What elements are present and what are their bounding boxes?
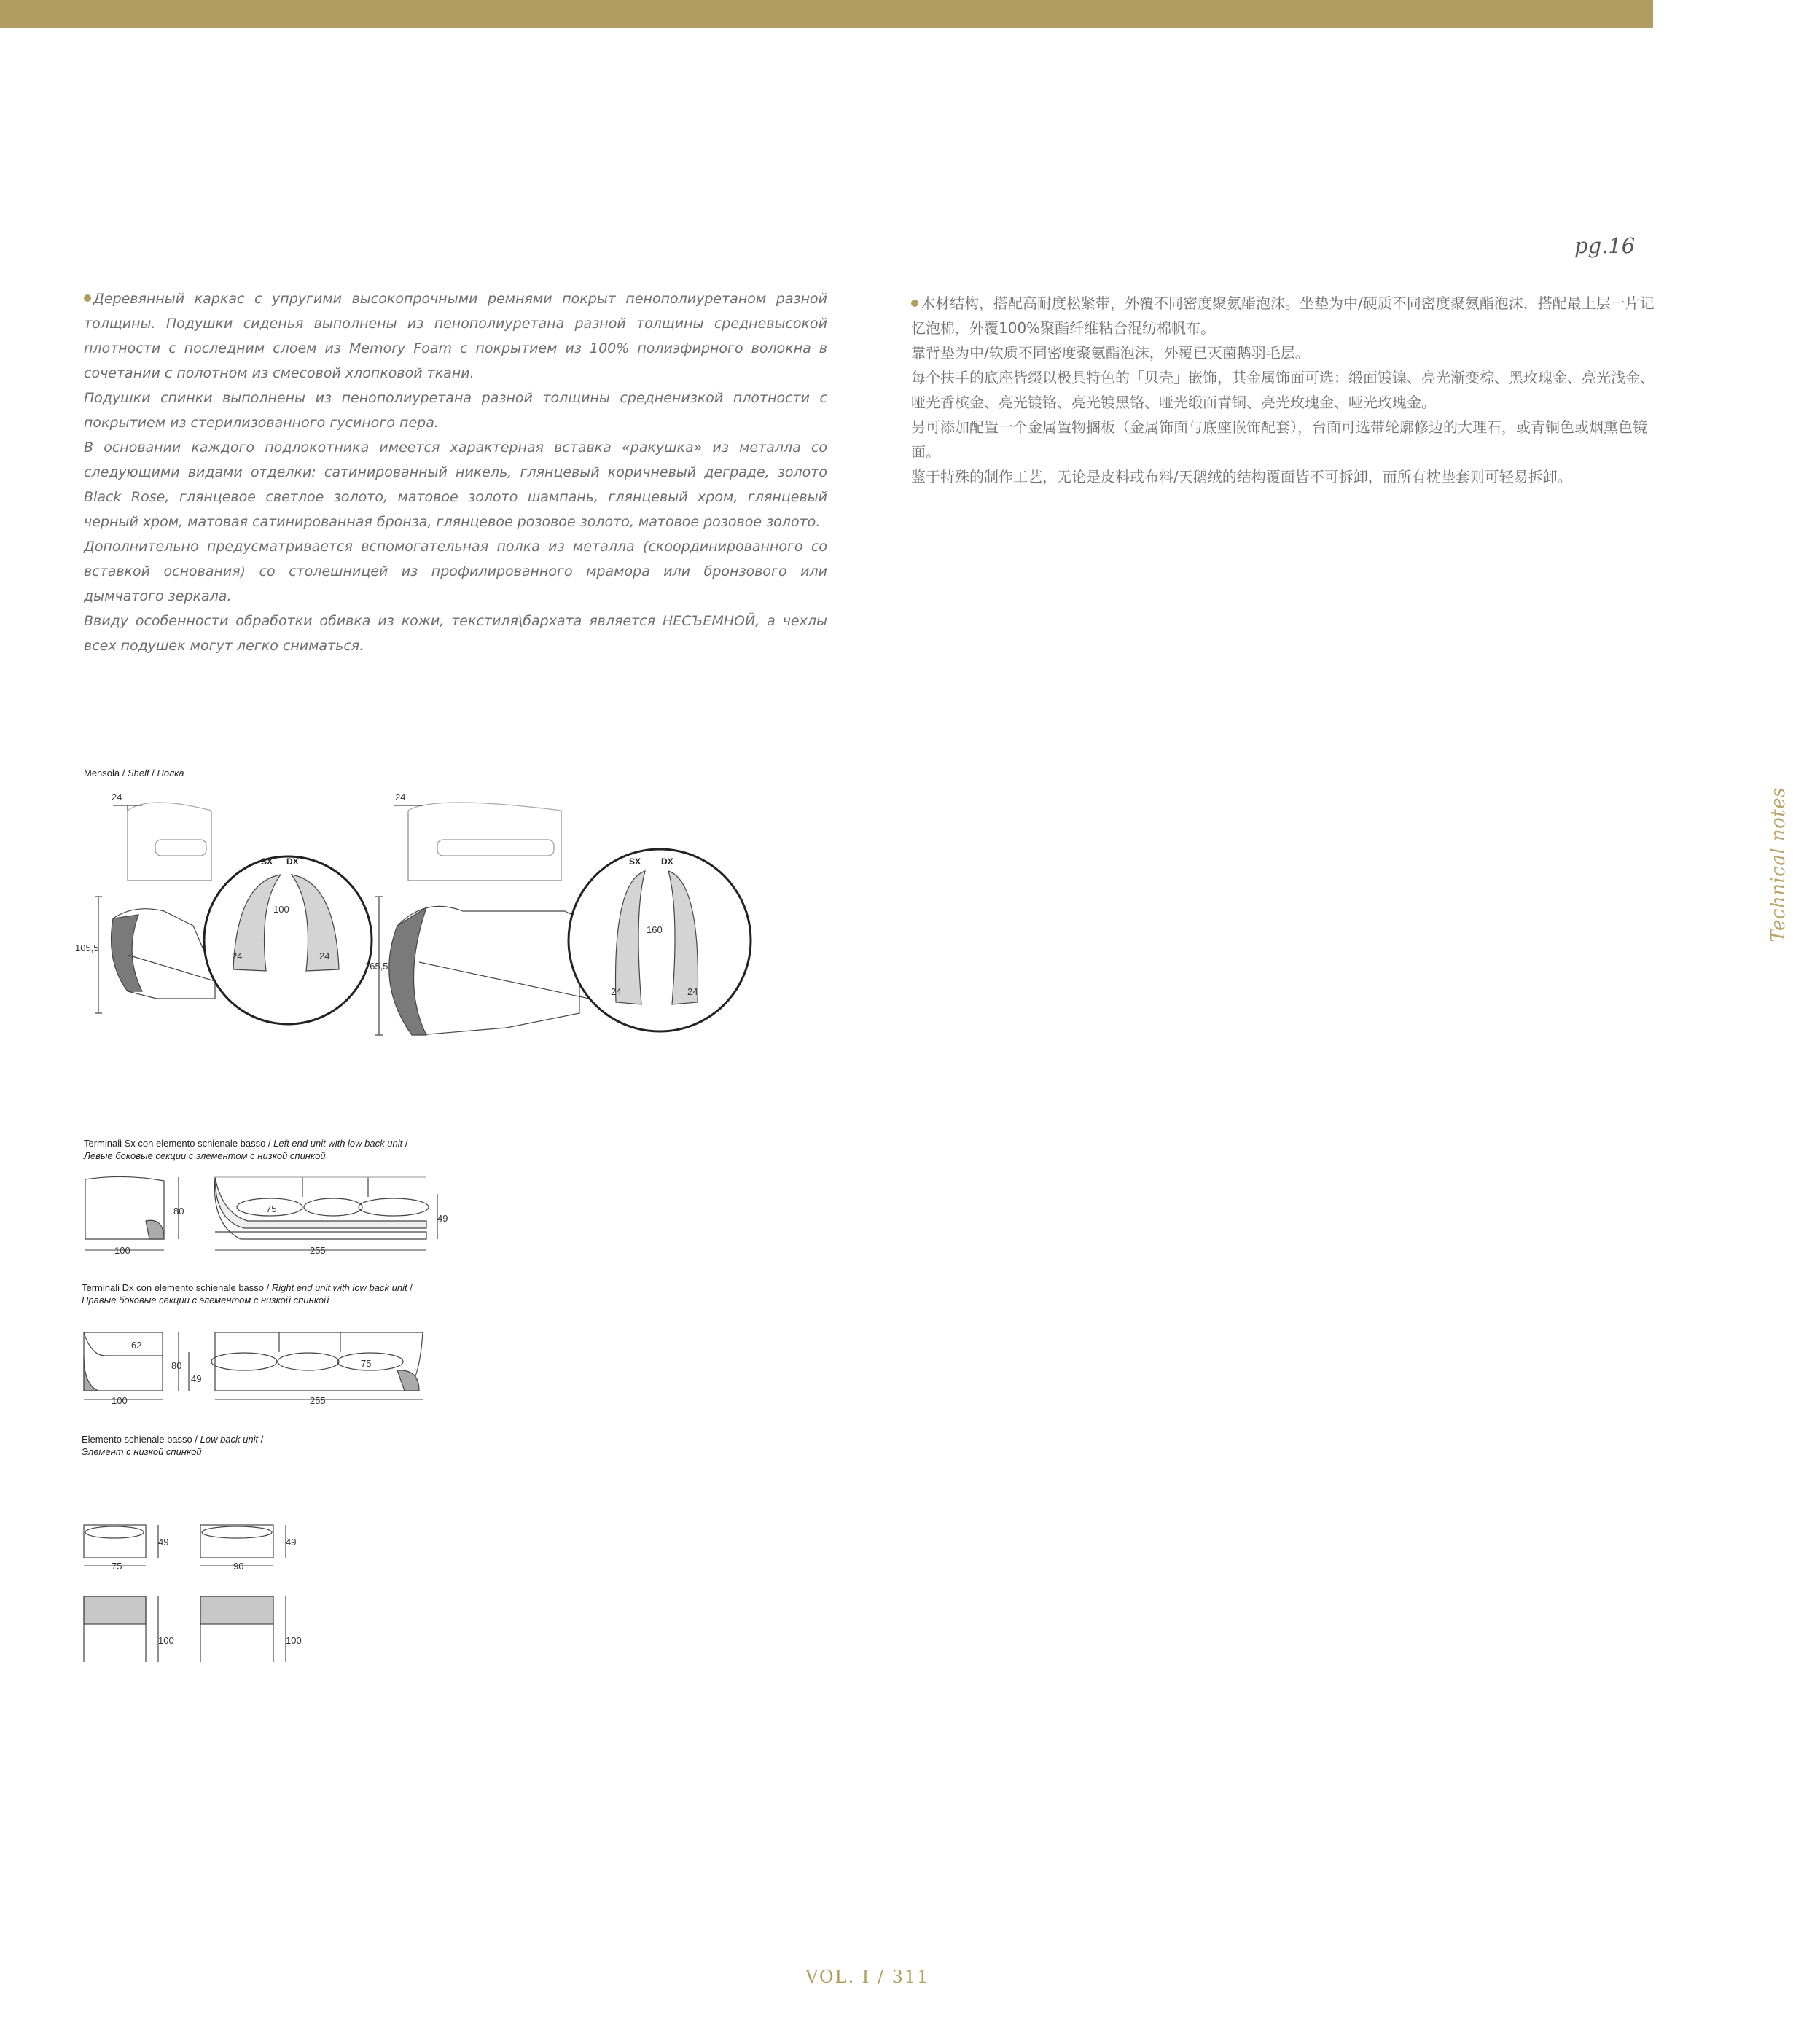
- page-number: pg.16: [1574, 233, 1636, 258]
- dim-height: 49: [158, 1537, 169, 1547]
- volume-folio: VOL. I / 311: [805, 1967, 930, 1987]
- dim-front-width: 255: [310, 1245, 326, 1256]
- technical-drawings: [69, 773, 798, 1662]
- dim-width: 90: [233, 1561, 244, 1572]
- dim-seat-width: 75: [361, 1358, 372, 1369]
- label-dx: DX: [661, 856, 673, 867]
- dim-side-width: 100: [114, 1245, 130, 1256]
- dim-seat-width: 75: [266, 1203, 277, 1214]
- shelf-drawing-large: [375, 803, 751, 1035]
- dim-shelf-base-left: 24: [611, 986, 622, 997]
- caption-shelf: Mensola / Shelf / Полка: [84, 768, 184, 778]
- label-sx: SX: [261, 856, 273, 867]
- description-chinese: [911, 291, 1655, 489]
- description-russian: [84, 286, 827, 658]
- dim-front-height: 49: [437, 1213, 448, 1224]
- dim-depth: 100: [286, 1635, 302, 1646]
- dim-shelf-height: 105,5: [75, 942, 99, 953]
- left-end-unit-drawing: [85, 1176, 437, 1250]
- dim-depth: 100: [158, 1635, 174, 1646]
- caption-left-end: Terminali Sx con elemento schienale basso / Left end unit with low back unit / Левые боковые секции с элементом с низкой спинкой: [84, 1138, 408, 1161]
- paragraph: В основании каждого подлокотника имеется характерная вставка «ракушка» из металла со следующими видами отделки: сатинированный никель, глянцевый коричневый деграде, золото Black Rose, глянцевое светлое золото, матовое золото шампань, глянцевый хром, глянцевый черный хром, матовая сатинированная бронза, глянцевое розовое золото, матовое розовое золото.: [84, 440, 827, 530]
- dim-side-height: 80: [171, 1360, 182, 1371]
- dim-front-width: 255: [310, 1395, 326, 1406]
- shelf-drawing-small: [95, 803, 372, 1024]
- dim-shelf-top: 24: [112, 792, 122, 803]
- paragraph: Ввиду особенности обработки обивка из кожи, текстиля\бархата является НЕСЪЕМНОЙ, а чехлы всех подушек могут легко сниматься.: [84, 613, 827, 654]
- dim-shelf-height-detail: 160: [647, 924, 663, 935]
- paragraph: 鉴于特殊的制作工艺，无论是皮料或布料/天鹅绒的结构覆面皆不可拆卸，而所有枕垫套则可轻易拆卸。: [911, 468, 1572, 485]
- paragraph: 木材结构，搭配高耐度松紧带，外覆不同密度聚氨酯泡沫。坐垫为中/硬质不同密度聚氨酯泡沫，搭配最上层一片记忆泡棉，外覆100%聚酯纤维粘合混纺棉帆布。: [911, 294, 1655, 337]
- paragraph: Дополнительно предусматривается вспомогательная полка из металла (скоординированного со вставкой основания) со столешницей из профилированного мрамора или бронзового или дымчатого зеркала.: [84, 539, 827, 604]
- dim-shelf-height: 165,5: [364, 961, 388, 972]
- bullet-icon: [84, 294, 91, 302]
- paragraph: Деревянный каркас с упругими высокопрочными ремнями покрыт пенополиуретаном разной толщины. Подушки сиденья выполнены из пенополиуретана разной толщины средневысокой плотности с последним слоем из Memory Foam с покрытием из 100% полиэфирного волокна в сочетании с полотном из смесовой хлопковой ткани.: [84, 291, 827, 381]
- dim-height: 49: [286, 1537, 297, 1547]
- technical-notes-label: Technical notes: [1768, 787, 1789, 942]
- dim-shelf-top: 24: [395, 792, 406, 803]
- paragraph: Подушки спинки выполнены из пенополиуретана разной толщины средненизкой плотности с покрытием из стерилизованного гусиного пера.: [84, 390, 827, 431]
- dim-side-seat: 49: [191, 1373, 202, 1384]
- dim-shelf-base-right: 24: [687, 986, 698, 997]
- dim-arm-width: 62: [131, 1340, 142, 1351]
- label-sx: SX: [629, 856, 641, 867]
- bullet-icon: [911, 300, 918, 307]
- caption-right-end: Terminali Dx con elemento schienale basso / Right end unit with low back unit / Правые боковые секции с элементом с низкой спинкой: [82, 1282, 413, 1305]
- header-bar: [0, 0, 1653, 28]
- paragraph: 另可添加配置一个金属置物搁板（金属饰面与底座嵌饰配套），台面可选带轮廓修边的大理石，或青铜色或烟熏色镜面。: [911, 418, 1647, 461]
- dim-shelf-base-left: 24: [232, 950, 243, 961]
- dim-shelf-base-right: 24: [319, 950, 330, 961]
- caption-low-back: Elemento schienale basso / Low back unit / Элемент с низкой спинкой: [82, 1434, 264, 1457]
- dim-shelf-height-detail: 100: [273, 904, 289, 915]
- dim-side-width: 100: [112, 1395, 128, 1406]
- paragraph: 靠背垫为中/软质不同密度聚氨酯泡沫，外覆已灭菌鹅羽毛层。: [911, 344, 1310, 362]
- low-back-unit-drawing: [84, 1525, 286, 1662]
- paragraph: 每个扶手的底座皆缀以极具特色的「贝壳」嵌饰，其金属饰面可选：缎面镀镍、亮光渐变棕、黑玫瑰金、亮光浅金、哑光香槟金、亮光镀铬、亮光镀黑铬、哑光缎面青铜、亮光玫瑰金、哑光玫瑰金。: [911, 369, 1655, 411]
- dim-width: 75: [112, 1561, 122, 1572]
- dim-side-height: 80: [173, 1206, 184, 1217]
- label-dx: DX: [286, 856, 299, 867]
